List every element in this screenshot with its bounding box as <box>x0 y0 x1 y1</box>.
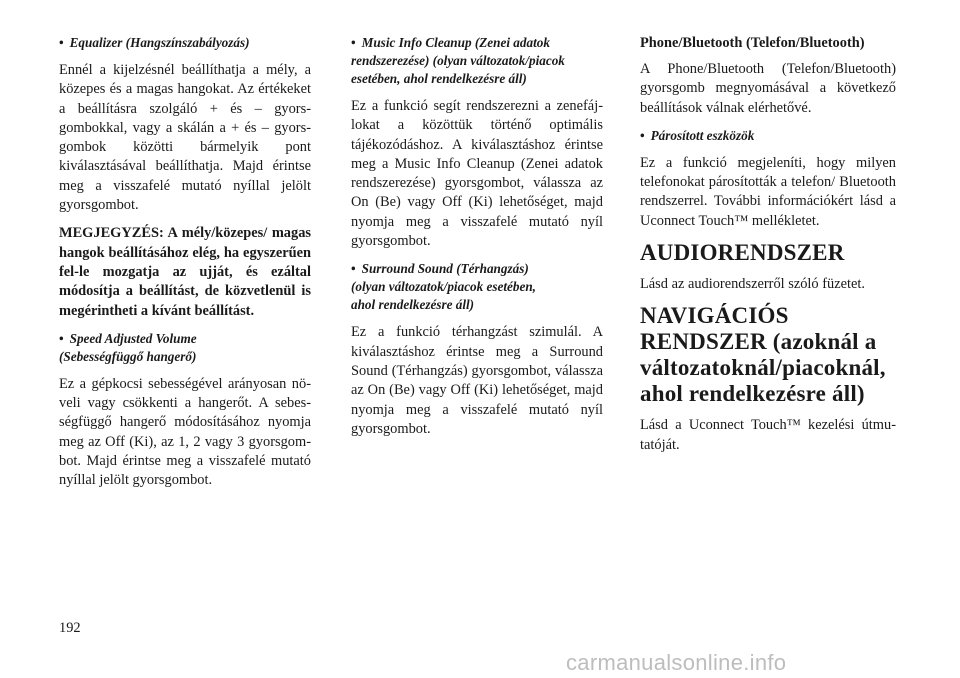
paragraph-speed-adjusted-volume: Ez a gépkocsi sebességével arányosan növeli vagy csökkenti a hangerőt. A sebességfüggő hangerő módosításához nyomja meg az Off (Ki), az 1, 2 vagy 3 gyorsgombot. Majd érintse meg a visszafelé mutató nyíllal jelölt gyorsgombot. <box>59 375 311 489</box>
bullet-heading-speed-adjusted-volume: • Speed Adjusted Volume (Sebességfüggő hangerő) <box>59 330 197 364</box>
bullet-heading-surround-sound: • Surround Sound (Térhangzás) (olyan változatok/piacok esetében, ahol rendelkezésre áll) <box>351 261 536 313</box>
bullet-heading-paired-devices: • Párosított eszközök <box>640 127 755 143</box>
bullet-marker: • <box>351 261 356 277</box>
bullet-marker: • <box>351 35 356 50</box>
bullet-marker: • <box>59 330 64 346</box>
watermark: carmanualsonline.info <box>566 650 787 675</box>
subheading-phone-bluetooth: Phone/Bluetooth (Telefon/Bluetooth) <box>640 35 865 51</box>
section-heading-audio-system: AUDIORENDSZER <box>640 240 845 266</box>
note-paragraph: MEGJEGYZÉS: A mély/közepes/ magas hangok beállításához elég, ha egyszerűen fel-le mozgatja az ujját, és ezáltal módosítja a beállítást, de közvetlenül is megérintheti a kívánt beállítást. <box>59 225 311 319</box>
paragraph-phone-bluetooth: A Phone/Bluetooth (Telefon/Bluetooth) gyorsgomb megnyomásával a következő beállítások válnak elérhetővé. <box>640 61 896 116</box>
paragraph-paired-devices: Ez a funkció megjeleníti, hogy milyen telefonokat párosították a telefon/ Bluetooth rendszerrel. További információkért lásd a Uconnect Touch™ mellékletet. <box>640 154 896 229</box>
page-number: 192 <box>59 620 81 636</box>
section-heading-navigation-system: NAVIGÁCIÓS RENDSZER (azoknál a változatoknál/piacoknál, ahol rendelkezésre áll) <box>640 303 886 407</box>
bullet-heading-music-info-cleanup: • Music Info Cleanup (Zenei adatok rendszerezése) (olyan változatok/piacok esetében, ahol rendelkezésre áll) <box>351 35 565 86</box>
bullet-heading-equalizer: • Equalizer (Hangszínszabályozás) <box>59 35 250 50</box>
column-middle <box>351 34 603 448</box>
bullet-marker: • <box>59 35 64 50</box>
bullet-marker: • <box>640 127 645 143</box>
column-left <box>59 34 311 500</box>
paragraph-surround-sound: Ez a funkció térhangzást szimulál. A kiválasztáshoz érintse meg a Surround Sound (Térhangzás) gyorsgombot, válassza az On (Be) vagy Off (Ki) lehetőséget, majd nyomja meg a visszafelé mutató nyíl gyorsgombot. <box>351 324 603 437</box>
paragraph-navigation-system: Lásd a Uconnect Touch™ kezelési útmutatóját. <box>640 417 896 453</box>
column-right <box>640 34 896 464</box>
paragraph-music-info-cleanup: Ez a funkció segít rendszerezni a zenefájlokat a közöttük történő optimális tájékozódáshoz. A kiválasztáshoz érintse meg a Music Info Cleanup (Zenei adatok rendszerezése) gyorsgombot, válassza az On (Be) vagy Off (Ki) lehetőséget, majd nyomja meg a visszafelé mutató nyíl gyorsgombot. <box>351 98 603 250</box>
paragraph-equalizer: Ennél a kijelzésnél beállíthatja a mély, a közepes és a magas hangokat. Az értékeket a beállításra szolgáló + és – gyorsgombokkal, vagy a skálán a + és – gyorsgombok közötti bármelyik pont kiválasztásával beállíthatja. Majd érintse meg a visszafelé mutató nyíllal jelölt gyorsgombot. <box>59 62 311 214</box>
paragraph-audio-system: Lásd az audiorendszerről szóló füzetet. <box>640 276 865 293</box>
